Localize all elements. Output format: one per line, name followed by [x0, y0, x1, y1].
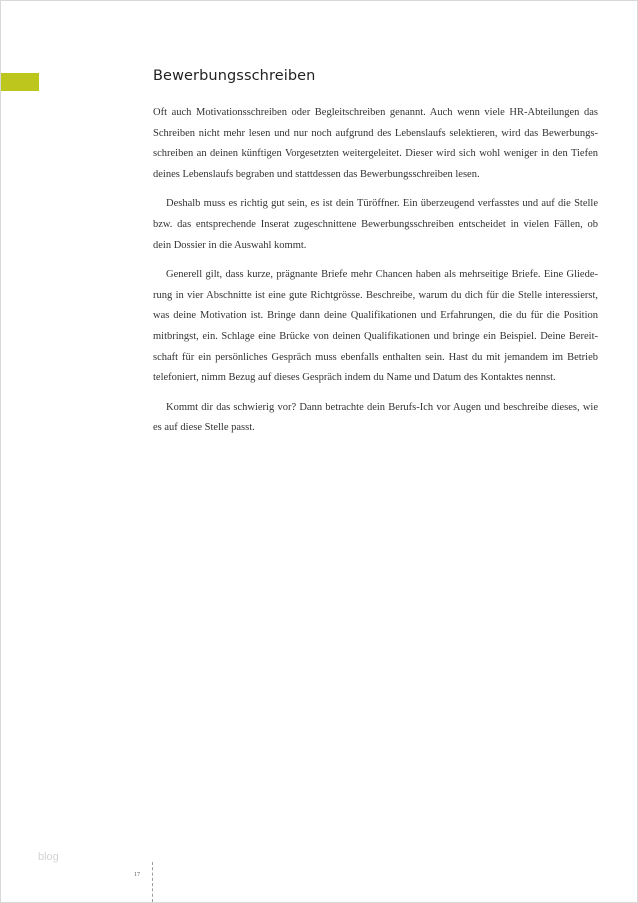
text-line: Generell gilt, dass kurze, prägnante Briefe mehr Chancen haben als mehrseitige Briefe. Eine Gliede- — [166, 268, 598, 280]
text-line: deines Lebenslaufs begraben und stattdessen das Bewerbungsschreiben lesen. — [153, 169, 480, 181]
text-line: Oft auch Motivationsschreiben oder Begleitschreiben genannt. Auch wenn viele HR-Abteilungen das — [153, 107, 598, 118]
text-line: schreiben an deinen künftigen Vorgesetzten weitergeleitet. Dieser wird sich wohl weniger in den Tiefen — [153, 148, 598, 160]
paragraph-3 — [153, 265, 598, 389]
text-line: Kommt dir das schwierig vor? Dann betrachte dein Berufs-Ich vor Augen und beschreibe dieses, wie — [166, 401, 598, 413]
text-line: dein Dossier in die Auswahl kommt. — [153, 239, 307, 251]
text-line: was deine Motivation ist. Bringe dann deine Qualifikationen und Erfahrungen, die du für die Position — [153, 310, 598, 322]
paragraph-2 — [153, 194, 598, 256]
accent-bar — [1, 73, 39, 91]
text-line: schaft für ein persönliches Gespräch muss ebenfalls enthalten sein. Hast du mit jemandem im Betrieb — [153, 351, 598, 363]
text-line: Deshalb muss es richtig gut sein, es ist dein Türöffner. Ein überzeugend verfasstes und auf die Stelle — [166, 198, 598, 210]
page-heading: Bewerbungsschreiben — [153, 68, 316, 84]
paragraph-1 — [153, 103, 598, 186]
paragraph-4 — [153, 398, 598, 439]
page-number: 17 — [134, 872, 140, 878]
text-line: telefoniert, nimm Bezug auf dieses Gespräch indem du Name und Datum des Kontaktes nennst. — [153, 372, 556, 384]
footer-divider — [152, 862, 153, 902]
text-line: rung in vier Abschnitte ist eine gute Richtgrösse. Beschreibe, warum du dich für die Stelle interessierst, — [153, 289, 598, 301]
text-line: bzw. das entsprechende Inserat zugeschnittene Bewerbungsschreiben entscheidet in vielen Fällen, ob — [153, 219, 598, 231]
text-line: Schreiben nicht mehr lesen und nur noch aufgrund des Lebenslaufs selektieren, wird das Bewerbungs- — [153, 127, 598, 139]
footer-brand: blog — [38, 851, 59, 863]
text-line: es auf diese Stelle passt. — [153, 422, 255, 434]
article-body — [153, 103, 598, 448]
text-line: mitbringst, ein. Schlage eine Brücke von deinen Qualifikationen und bringe ein Beispiel. Deine Bereit- — [153, 331, 598, 343]
